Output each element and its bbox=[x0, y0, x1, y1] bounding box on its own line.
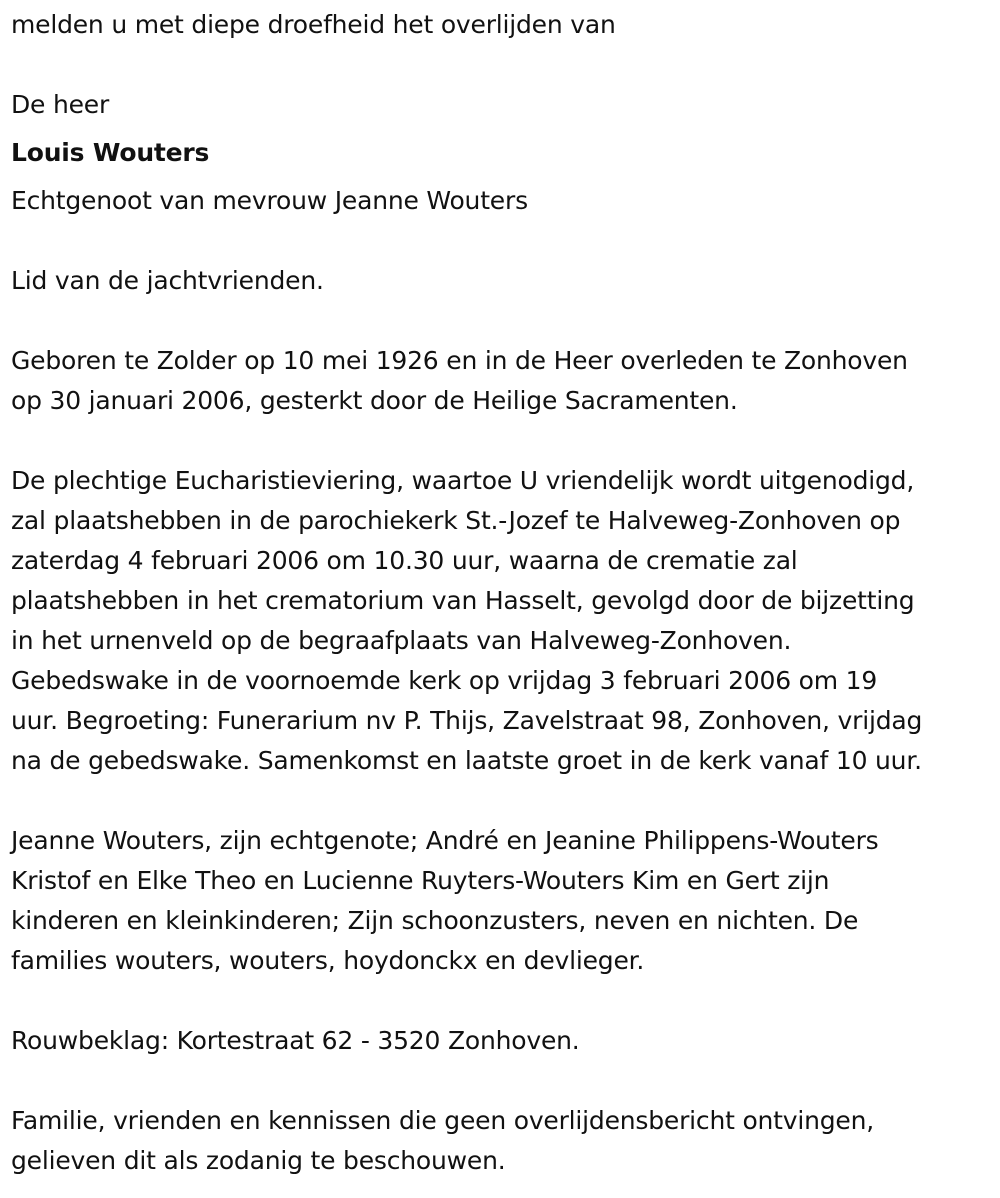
ceremony-line: De plechtige Eucharistieviering, waartoe U vriendelijk wordt uitgenodigd, bbox=[11, 466, 915, 495]
family-line: Jeanne Wouters, zijn echtgenote; André en Jeanine Philippens-Wouters bbox=[11, 826, 879, 855]
deceased-name: Louis Wouters bbox=[11, 138, 210, 167]
ceremony-line: zaterdag 4 februari 2006 om 10.30 uur, waarna de crematie zal bbox=[11, 546, 798, 575]
membership-line: Lid van de jachtvrienden. bbox=[11, 266, 324, 295]
ceremony-line: na de gebedswake. Samenkomst en laatste groet in de kerk vanaf 10 uur. bbox=[11, 746, 922, 775]
ceremony-line: in het urnenveld op de begraafplaats van Halveweg-Zonhoven. bbox=[11, 626, 792, 655]
family-line: Kristof en Elke Theo en Lucienne Ruyters-Wouters Kim en Gert zijn bbox=[11, 866, 830, 895]
birth-death-line: op 30 januari 2006, gesterkt door de Heilige Sacramenten. bbox=[11, 386, 738, 415]
spouse-line: Echtgenoot van mevrouw Jeanne Wouters bbox=[11, 186, 528, 215]
family-line: families wouters, wouters, hoydonckx en devlieger. bbox=[11, 946, 645, 975]
family-line: kinderen en kleinkinderen; Zijn schoonzusters, neven en nichten. De bbox=[11, 906, 859, 935]
intro-line: melden u met diepe droefheid het overlijden van bbox=[11, 10, 616, 39]
ceremony-line: Gebedswake in de voornoemde kerk op vrijdag 3 februari 2006 om 19 bbox=[11, 666, 878, 695]
ceremony-line: zal plaatshebben in de parochiekerk St.-Jozef te Halveweg-Zonhoven op bbox=[11, 506, 901, 535]
birth-death-line: Geboren te Zolder op 10 mei 1926 en in de Heer overleden te Zonhoven bbox=[11, 346, 908, 375]
closing-line: Familie, vrienden en kennissen die geen overlijdensbericht ontvingen, bbox=[11, 1106, 875, 1135]
salutation: De heer bbox=[11, 90, 110, 119]
ceremony-line: uur. Begroeting: Funerarium nv P. Thijs, Zavelstraat 98, Zonhoven, vrijdag bbox=[11, 706, 923, 735]
condolence-address: Rouwbeklag: Kortestraat 62 - 3520 Zonhoven. bbox=[11, 1026, 580, 1055]
ceremony-line: plaatshebben in het crematorium van Hasselt, gevolgd door de bijzetting bbox=[11, 586, 915, 615]
closing-line: gelieven dit als zodanig te beschouwen. bbox=[11, 1146, 506, 1175]
